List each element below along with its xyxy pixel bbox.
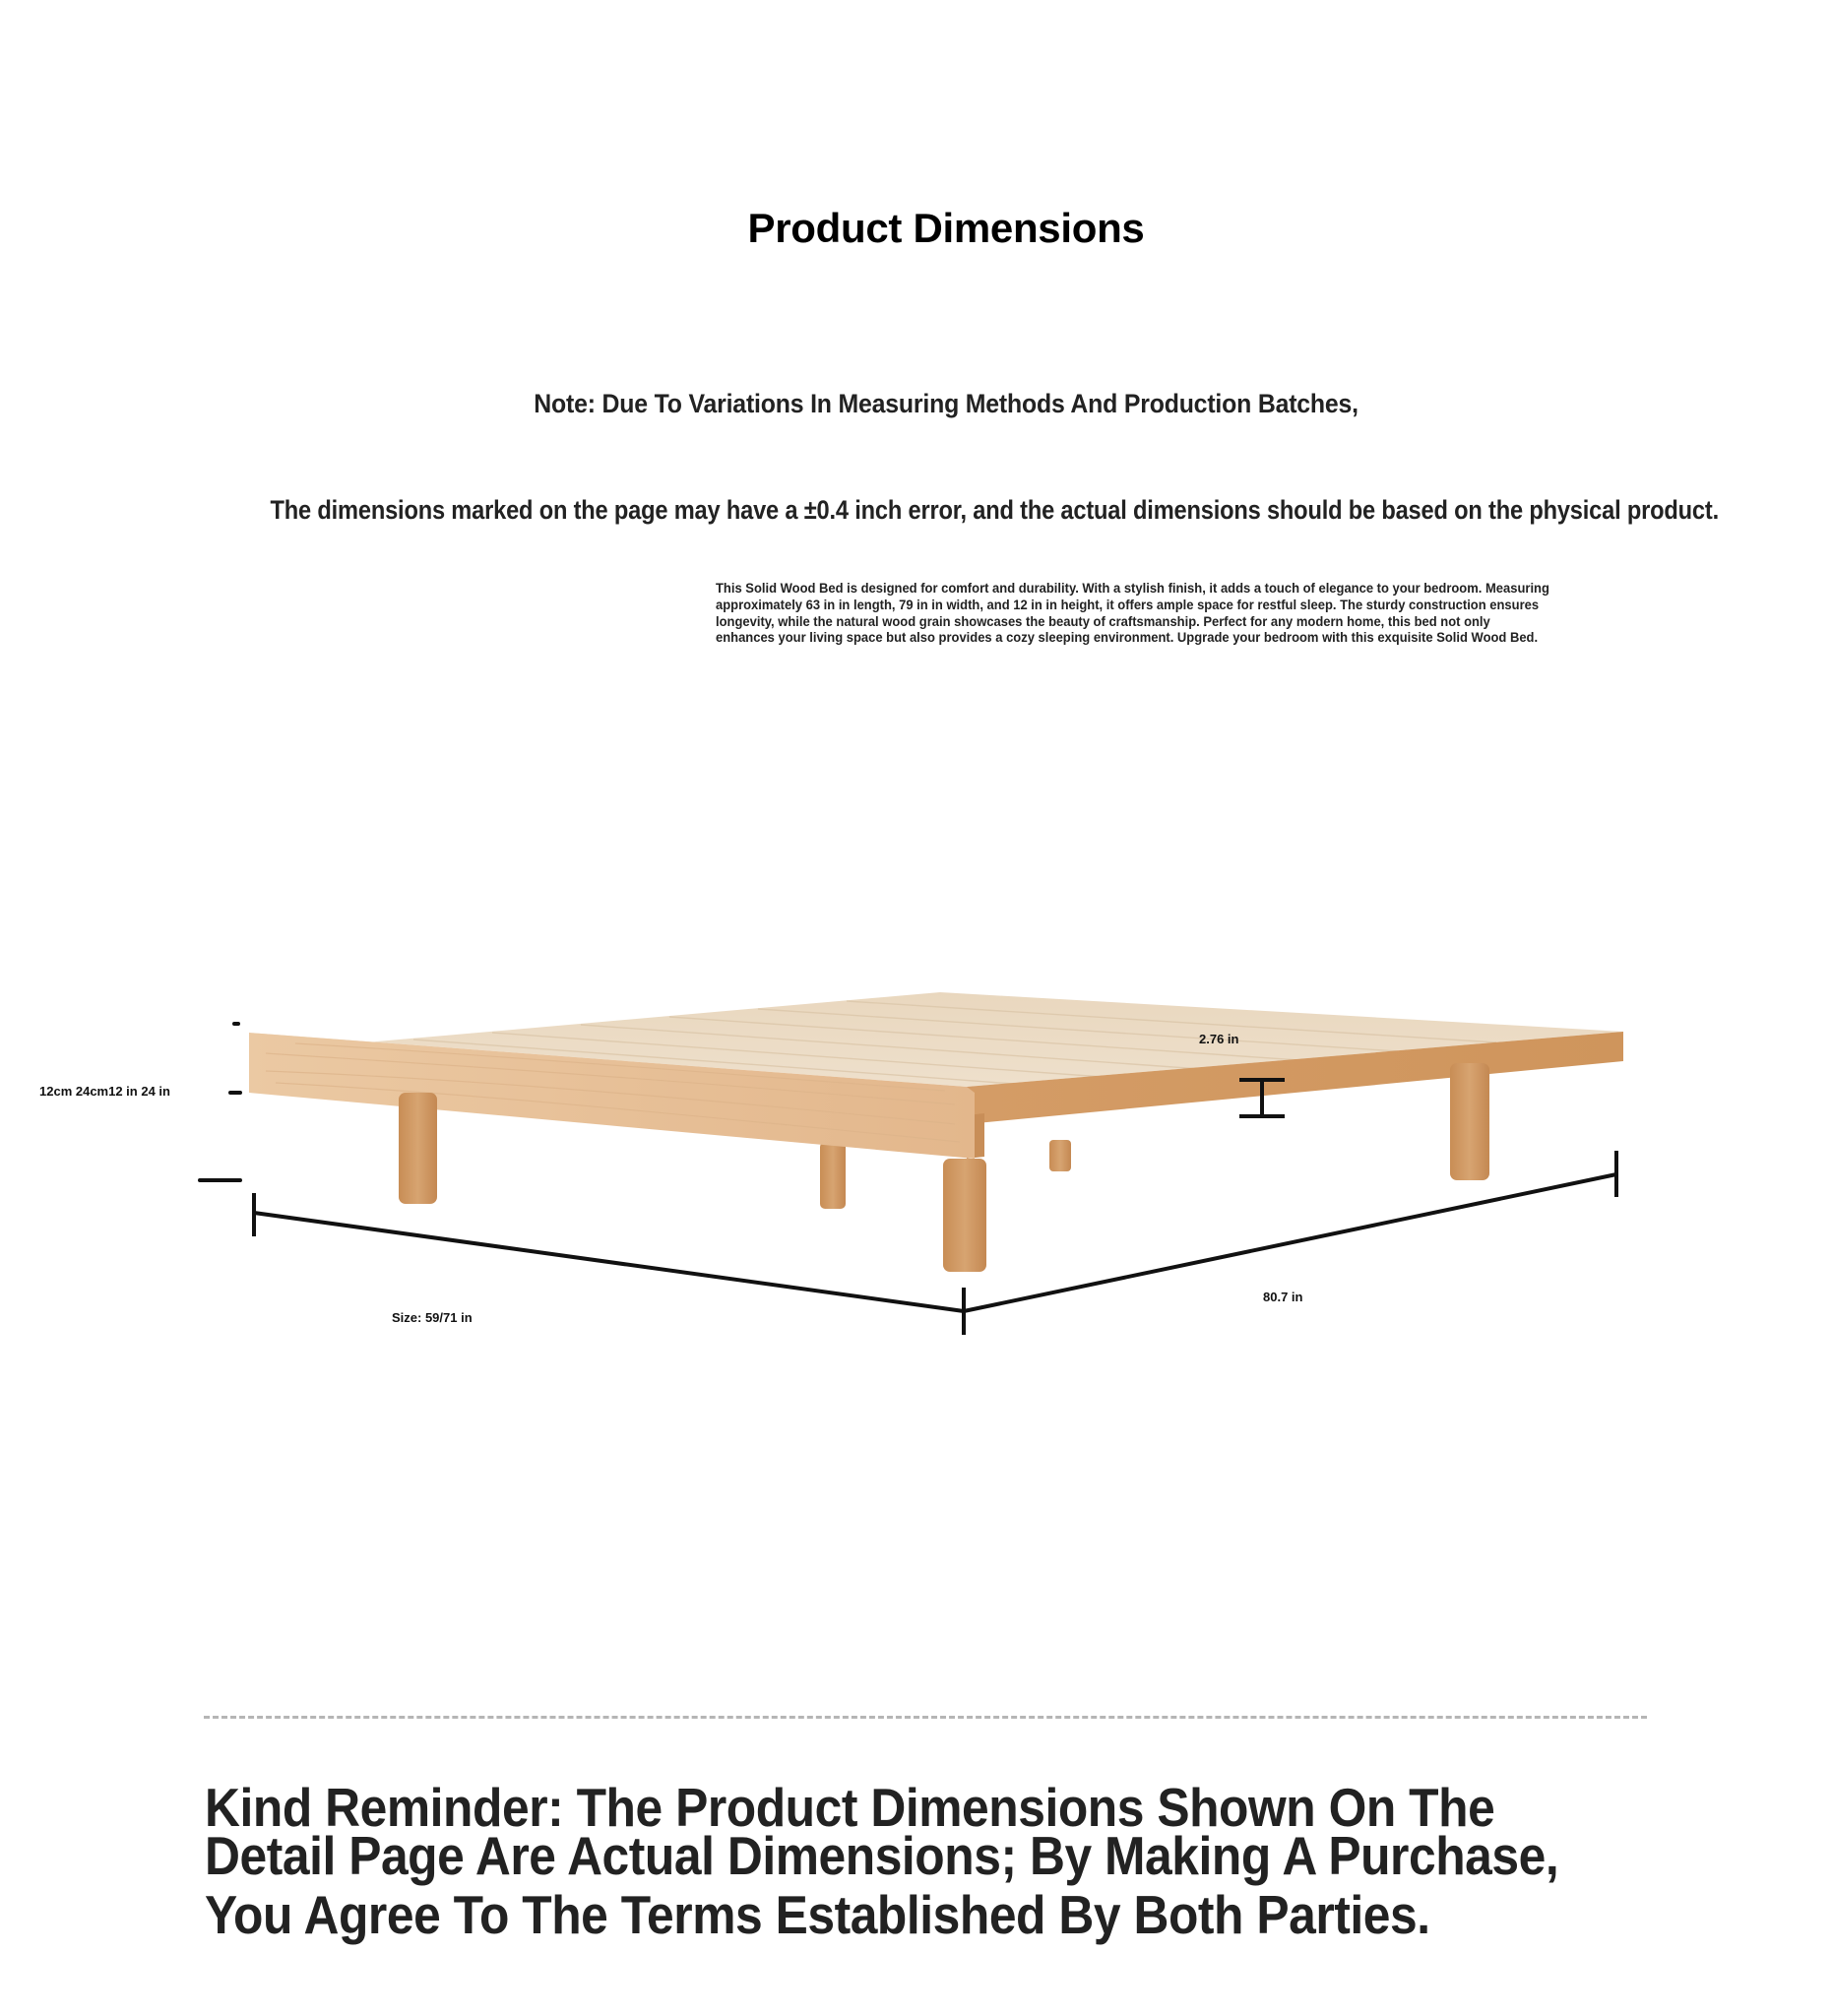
size-label: Size: 59/71 in: [392, 1310, 473, 1325]
description-line: This Solid Wood Bed is designed for comfort and durability. With a stylish finish, it adds a touch of elegance to your bedroom. Measuring: [716, 581, 1549, 596]
width-dimension-line: [254, 1213, 964, 1311]
bed-leg-back-left: [820, 1142, 846, 1209]
height-tick-marks: [200, 1024, 240, 1180]
rail-height-label: 2.76 in: [1199, 1032, 1239, 1046]
reminder-line: Kind Reminder: The Product Dimensions Shown On The: [205, 1777, 1495, 1838]
product-description: [716, 581, 1562, 647]
dimension-lines: [254, 1151, 1616, 1335]
bed-dimension-illustration: [0, 945, 1832, 1358]
description-line: enhances your living space but also provides a cozy sleeping environment. Upgrade your bedroom with this exquisite Solid Wood Bed.: [716, 630, 1539, 646]
bed-leg-front-corner: [943, 1159, 986, 1272]
section-divider: [204, 1716, 1647, 1719]
kind-reminder: [205, 1777, 1720, 1945]
measurement-note: Note: Due To Variations In Measuring Methods And Production Batches,: [534, 389, 1358, 418]
reminder-line: Detail Page Are Actual Dimensions; By Making A Purchase,: [205, 1825, 1559, 1886]
description-line: approximately 63 in in length, 79 in in width, and 12 in in height, it offers ample space for restful sleep. The sturdy construction ensures: [716, 597, 1540, 612]
bed-leg-front-left: [399, 1093, 437, 1204]
length-label: 80.7 in: [1263, 1290, 1303, 1304]
bed-leg-right: [1450, 1063, 1489, 1180]
measurement-error-note: The dimensions marked on the page may have a ±0.4 inch error, and the actual dimensions should be based on the physical product.: [270, 495, 1719, 525]
page-title: Product Dimensions: [747, 205, 1145, 251]
reminder-line: You Agree To The Terms Established By Both Parties.: [205, 1884, 1430, 1945]
height-label: 12cm 24cm12 in 24 in: [39, 1084, 170, 1099]
bed-leg-back-small: [1049, 1140, 1071, 1171]
description-line: longevity, while the natural wood grain showcases the beauty of craftsmanship. Perfect for any modern home, this bed not only: [716, 613, 1490, 629]
